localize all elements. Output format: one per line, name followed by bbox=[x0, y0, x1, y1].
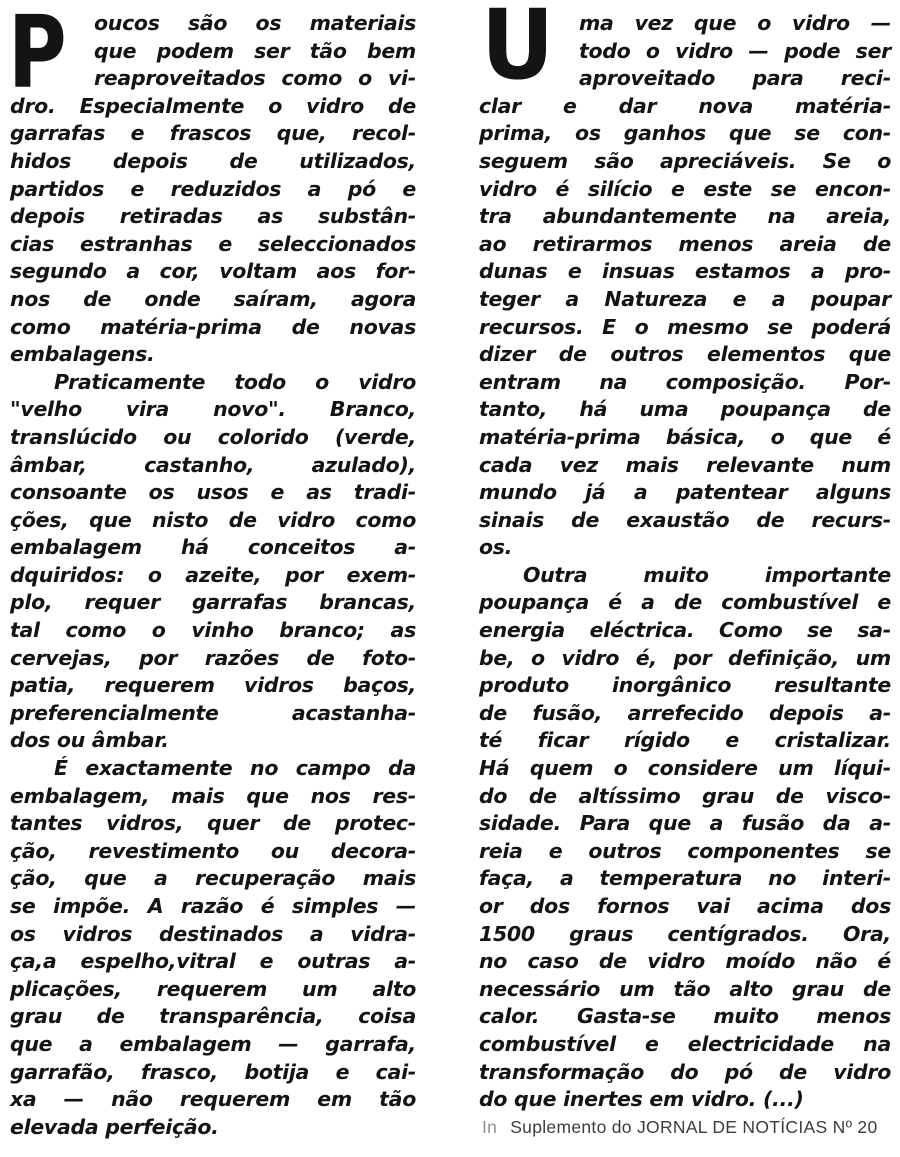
text-line: embalagem, mais que nos res- bbox=[10, 783, 416, 808]
text-line: combustível e electricidade na bbox=[479, 1031, 891, 1056]
credit-prefix: In bbox=[482, 1117, 498, 1137]
source-credit-line bbox=[482, 1117, 894, 1138]
text-line: reaproveitados como o vi- bbox=[94, 66, 416, 91]
text-line: energia eléctrica. Como se sa- bbox=[479, 618, 891, 643]
text-line: Praticamente todo o vidro bbox=[54, 369, 416, 394]
text-line: sidade. Para que a fusão da a- bbox=[479, 811, 891, 836]
text-line: ção, revestimento ou decora- bbox=[10, 838, 416, 863]
text-line: do de altíssimo grau de visco- bbox=[479, 783, 891, 808]
text-line: dos ou âmbar. bbox=[10, 728, 169, 753]
text-line: oucos são os materiais bbox=[94, 11, 416, 35]
text-line: té ficar rígido e cristalizar. bbox=[479, 728, 891, 753]
text-line: recursos. E o mesmo se poderá bbox=[479, 314, 891, 339]
text-line: que podem ser tão bem bbox=[94, 38, 416, 63]
text-line: aproveitado para reci- bbox=[579, 66, 891, 91]
drop-cap-u: U bbox=[481, 0, 555, 101]
text-line: dquiridos: o azeite, por exem- bbox=[10, 562, 416, 587]
text-line: nos de onde saíram, agora bbox=[10, 286, 416, 311]
text-line: os. bbox=[479, 535, 513, 560]
text-line: xa — não requerem em tão bbox=[10, 1087, 416, 1112]
text-line: poupança é a de combustível e bbox=[479, 590, 891, 615]
text-line: ções, que nisto de vidro como bbox=[10, 507, 416, 532]
text-line: faça, a temperatura no interi- bbox=[479, 866, 891, 891]
credit-text: Suplemento do JORNAL DE NOTÍCIAS Nº 20 bbox=[510, 1117, 878, 1137]
text-line: tra abundantemente na areia, bbox=[479, 204, 891, 229]
text-line: cervejas, por razões de foto- bbox=[10, 645, 416, 670]
text-line: ção, que a recuperação mais bbox=[10, 866, 416, 891]
text-line: clar e dar nova matéria- bbox=[479, 93, 891, 118]
text-line: consoante os usos e as tradi- bbox=[10, 480, 416, 505]
text-line: seguem são apreciáveis. Se o bbox=[479, 148, 891, 173]
text-line: elevada perfeição. bbox=[10, 1114, 219, 1139]
text-line: dunas e insuas estamos a pro- bbox=[479, 259, 891, 284]
text-line: segundo a cor, voltam aos for- bbox=[10, 259, 416, 284]
text-line: "velho vira novo". Branco, bbox=[10, 397, 416, 422]
text-line: tanto, há uma poupança de bbox=[479, 397, 891, 422]
text-line: cias estranhas e seleccionados bbox=[10, 231, 416, 256]
text-line: ao retirarmos menos areia de bbox=[479, 231, 891, 256]
text-line: dizer de outros elementos que bbox=[479, 342, 891, 367]
text-line: tantes vidros, quer de protec- bbox=[10, 811, 416, 836]
text-line: 1500 graus centígrados. Ora, bbox=[479, 921, 891, 946]
text-line: tal como o vinho branco; as bbox=[10, 618, 416, 643]
text-line: embalagem há conceitos a- bbox=[10, 535, 416, 560]
text-line: calor. Gasta-se muito menos bbox=[479, 1004, 891, 1029]
right-text-column bbox=[479, 0, 891, 1114]
text-line: or dos fornos vai acima dos bbox=[479, 894, 891, 918]
text-line: âmbar, castanho, azulado), bbox=[10, 452, 416, 477]
text-line: vidro é silício e este se encon- bbox=[479, 176, 891, 201]
text-line: ça,a espelho,vitral e outras a- bbox=[10, 949, 416, 974]
text-line: dro. Especialmente o vidro de bbox=[10, 93, 416, 118]
text-line: de fusão, arrefecido depois a- bbox=[479, 700, 891, 725]
text-line: ma vez que o vidro — bbox=[579, 11, 891, 35]
text-line: be, o vidro é, por definição, um bbox=[479, 645, 891, 670]
text-line: teger a Natureza e a poupar bbox=[479, 286, 891, 311]
text-line: cada vez mais relevante num bbox=[479, 452, 891, 477]
text-line: embalagens. bbox=[10, 342, 155, 367]
text-line: mundo já a patentear alguns bbox=[479, 480, 891, 505]
text-line: preferencialmente acastanha- bbox=[10, 700, 416, 725]
text-line: plo, requer garrafas brancas, bbox=[10, 590, 416, 615]
text-line: sinais de exaustão de recurs- bbox=[479, 507, 891, 532]
left-text-column bbox=[8, 0, 416, 1141]
text-line: necessário um tão alto grau de bbox=[479, 976, 891, 1001]
text-line: hidos depois de utilizados, bbox=[10, 148, 416, 173]
drop-cap-p: P bbox=[8, 0, 67, 111]
text-line: todo o vidro — pode ser bbox=[579, 38, 891, 63]
text-line: grau de transparência, coisa bbox=[10, 1004, 416, 1029]
text-line: Há quem o considere um líqui- bbox=[479, 756, 891, 781]
text-line: se impõe. A razão é simples — bbox=[10, 894, 416, 918]
text-line: garrafão, frasco, botija e cai- bbox=[10, 1059, 416, 1084]
text-line: reia e outros componentes se bbox=[479, 838, 891, 863]
text-line: os vidros destinados a vidra- bbox=[10, 921, 416, 946]
text-line: É exactamente no campo da bbox=[54, 756, 416, 781]
text-line: do que inertes em vidro. (...) bbox=[479, 1087, 804, 1112]
text-line: entram na composição. Por- bbox=[479, 369, 891, 394]
text-line: prima, os ganhos que se con- bbox=[479, 121, 891, 146]
text-line: depois retiradas as substân- bbox=[10, 204, 416, 229]
text-line: Outra muito importante bbox=[523, 562, 891, 587]
text-line: plicações, requerem um alto bbox=[10, 976, 416, 1001]
text-line: translúcido ou colorido (verde, bbox=[10, 424, 416, 449]
text-line: que a embalagem — garrafa, bbox=[10, 1031, 416, 1056]
text-line: patia, requerem vidros baços, bbox=[10, 673, 416, 698]
text-line: garrafas e frascos que, recol- bbox=[10, 121, 416, 146]
text-line: matéria-prima básica, o que é bbox=[479, 424, 891, 449]
text-line: no caso de vidro moído não é bbox=[479, 949, 891, 974]
text-line: produto inorgânico resultante bbox=[479, 673, 891, 698]
text-line: como matéria-prima de novas bbox=[10, 314, 416, 339]
text-line: partidos e reduzidos a pó e bbox=[10, 176, 416, 201]
text-line: transformação do pó de vidro bbox=[479, 1059, 891, 1084]
